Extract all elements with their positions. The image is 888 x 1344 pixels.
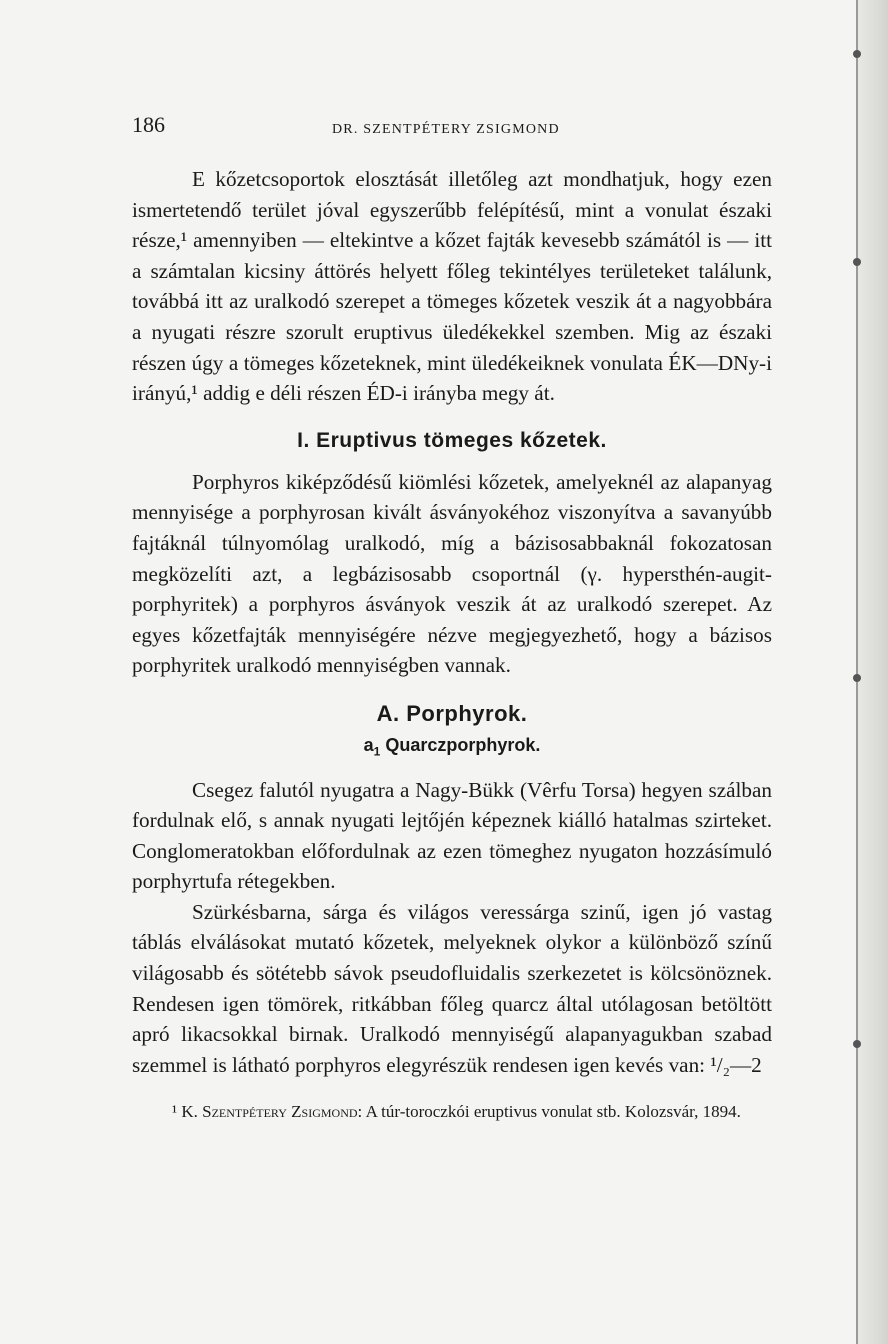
binding-mark — [853, 1040, 861, 1048]
binding-mark — [853, 674, 861, 682]
page-number: 186 — [132, 112, 165, 137]
subsection-heading: A. Porphyrok. — [376, 700, 528, 726]
heading-prefix: a — [363, 734, 374, 755]
document-page — [132, 112, 772, 1124]
footnote — [132, 1100, 772, 1124]
running-head: DR. SZENTPÉTERY ZSIGMOND — [332, 122, 560, 137]
paragraph-description: Szürkésbarna, sárga és világos veressárga szinű, igen jó vastag táblás elválásokat mutató kőzetek, melyeknek olykor a különböző színű világosabb és sötétebb sávok pseudofluidalis szerkezetet is kölcsönöznek. Rendesen igen tömörek, ritkábban főleg quarcz által utólagosan betöltött apró likacsokkal birnak. Uralkodó mennyiségű alapanyagukban szabad szemmel is látható porphyros elegyrészük rendesen igen kevés van: ¹/₂—2 — [132, 899, 772, 1077]
paragraph-csegez: Csegez falutól nyugatra a Nagy-Bükk (Vêrfu Torsa) hegyen szálban fordulnak elő, s annak nyugati lejtőjén képeznek kiálló hatalmas szirteket. Conglomeratokban előfordulnak az ezen tömeghez nyugaton hozzásímuló porphyrtufa rétegekben. — [132, 777, 772, 894]
paragraph-porphyros: Porphyros kiképződésű kiömlési kőzetek, amelyeknél az alapanyag mennyisége a porphyrosan kivált ásványokéhoz viszonyítva a savanyúbb fajtáknál túlnyomólag uralkodó, míg a bázisosabbaknál fokozatosan megközelíti azt, a legbázisosabb csoportnál (γ. hypersthén-augit-porphyritek) a porphyros ásványok veszik át az uralkodó szerepet. Az egyes kőzetfajták mennyiségére nézve megjegyezhető, hogy a bázisos porphyritek uralkodó mennyiségben vannak. — [132, 469, 772, 678]
section-heading: I. Eruptivus tömeges kőzetek. — [297, 428, 607, 452]
footnote-marker: ¹ K. — [172, 1102, 203, 1122]
page-header — [132, 112, 772, 142]
heading-text: Quarczporphyrok. — [380, 734, 541, 755]
footnote-text: : A túr-toroczkói eruptivus vonulat stb. Kolozsvár, 1894. — [357, 1102, 741, 1122]
subsubsection-heading — [132, 735, 772, 759]
paragraph-intro: E kőzetcsoportok elosztását illetőleg azt mondhatjuk, hogy ezen ismertetendő terület jóval egyszerűbb felépítésű, mint a vonulat északi része,¹ amennyiben — eltekintve a kőzet fajták kevesebb számától is — itt a számtalan kicsiny áttörés helyett főleg tekintélyes területeket találunk, továbbá itt az uralkodó szerepet a tömeges kőzetek veszik át a nagyobbára a nyugati részre szorult eruptivus üledékekkel szemben. Mig az északi részen úgy a tömeges kőzeteknek, mint üledékeiknek vonulata ÉK—DNy-i irányú,¹ addig e déli részen ÉD-i irányba megy át. — [132, 167, 772, 406]
binding-mark — [853, 258, 861, 266]
footnote-author: Szentpétery Zsigmond — [202, 1102, 358, 1122]
binding-mark — [853, 50, 861, 58]
page-edge — [856, 0, 888, 1344]
heading-subscript: 1 — [373, 744, 381, 759]
